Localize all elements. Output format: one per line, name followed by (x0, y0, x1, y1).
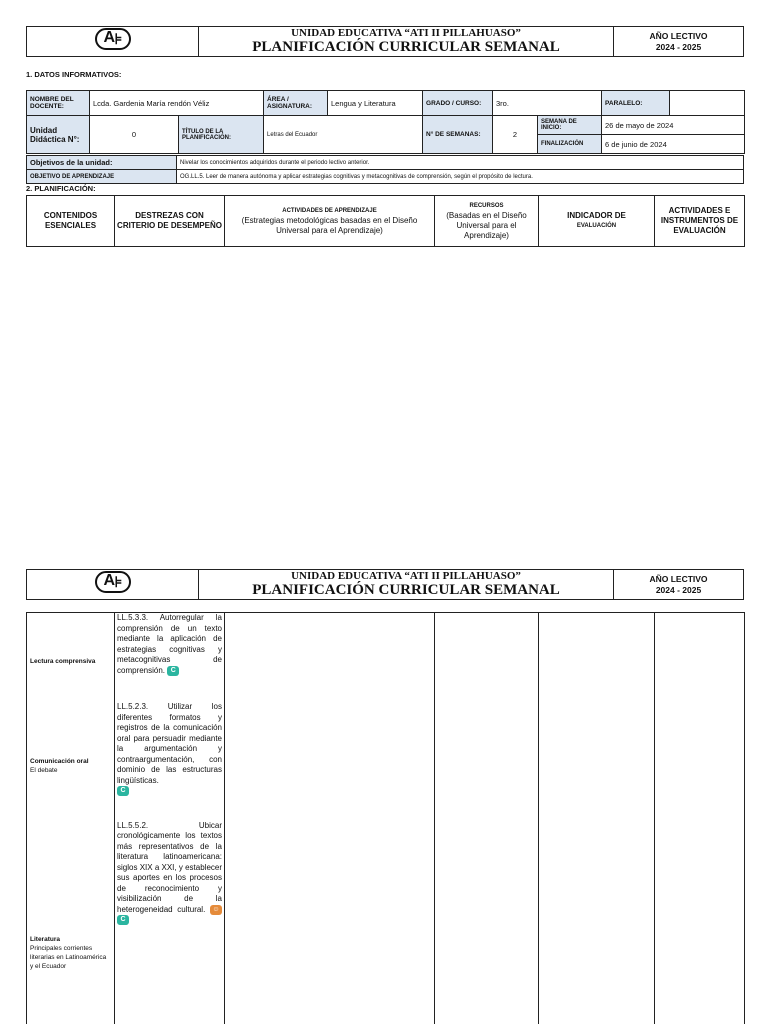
page-2 (0, 566, 768, 1024)
page-1 (0, 0, 768, 270)
instrumentos-cell (655, 613, 745, 1024)
docente-label: NOMBRE DEL DOCENTE: (27, 91, 90, 116)
year-cell (614, 27, 744, 57)
actividades-title: ACTIVIDADES DE APRENDIZAJE (282, 208, 377, 214)
aprendizaje-label: OBJETIVO DE APRENDIZAJE (27, 170, 177, 184)
content-sub-3: Principales corrientes literarias en Latinoamérica y el Ecuador (30, 945, 107, 970)
objectives-table (26, 155, 744, 184)
skill-text-2: LL.5.2.3. Utilizar los diferentes formatos y registros de la comunicación oral para persuadir mediante la argumentación y contraargumentación, con dominio de las estructuras lingüísticas. (117, 702, 222, 785)
col-destrezas: DESTREZAS CON CRITERIO DE DESEMPEÑO (115, 196, 225, 247)
planning-header-table (26, 195, 745, 247)
document-title: PLANIFICACIÓN CURRICULAR SEMANAL (252, 38, 560, 55)
aprendizaje-value: OG.LL.5. Leer de manera autónoma y aplicar estrategias cognitivas y metacognitivas de comprensión, según el propósito de lectura. (177, 170, 744, 184)
school-logo: A ⊧ (95, 28, 131, 50)
actividades-sub: (Estrategias metodológicas basadas en el Diseño Universal para el Aprendizaje) (241, 216, 418, 235)
title-cell (199, 27, 614, 57)
contenidos-cell (27, 613, 115, 1024)
planning-body-table (26, 612, 745, 1024)
col-actividades (225, 196, 435, 247)
year-cell-2 (614, 570, 744, 600)
content-title-3: Literatura (30, 936, 60, 943)
semanas-value: 2 (493, 116, 538, 154)
content-item-1 (30, 657, 95, 666)
indicador-cell (539, 613, 655, 1024)
content-title-1: Lectura comprensiva (30, 658, 96, 665)
indicador-sub: EVALUACIÓN (576, 223, 617, 229)
docente-value: Lcda. Gardenia María rendón Véliz (90, 91, 264, 116)
competency-badge-icon: C (117, 915, 129, 925)
fin-value: 6 de junio de 2024 (602, 135, 745, 154)
col-contenidos: CONTENIDOS ESENCIALES (27, 196, 115, 247)
content-item-3 (30, 935, 110, 971)
year-label-2: AÑO LECTIVO (649, 573, 708, 584)
grado-label: GRADO / CURSO: (423, 91, 493, 116)
content-title-2: Comunicación oral (30, 758, 89, 765)
year-label: AÑO LECTIVO (649, 30, 708, 41)
actividades-cell (225, 613, 435, 1024)
area-label: ÁREA / ASIGNATURA: (264, 91, 328, 116)
recursos-sub: (Basadas en el Diseño Universal para el Aprendizaje) (446, 211, 527, 240)
grado-value: 3ro. (493, 91, 602, 116)
objetivos-label: Objetivos de la unidad: (27, 156, 177, 170)
recursos-cell (435, 613, 539, 1024)
skill-item-1 (117, 613, 222, 676)
content-item-2 (30, 757, 89, 775)
paralelo-value (670, 91, 745, 116)
section-planificacion-heading: 2. PLANIFICACIÓN: (26, 184, 96, 193)
section-datos-heading: 1. DATOS INFORMATIVOS: (26, 70, 122, 79)
school-logo-2: A ⊧ (95, 571, 131, 593)
inicio-label: SEMANA DE INICIO: (538, 116, 602, 135)
skill-text-3: LL.5.5.2. Ubicar cronológicamente los textos más representativos de la literatura latinoamericana: siglos XIX a XXI, y establecer sus aportes en los procesos de reconocimiento y visibilización de la heterogeneidad cultural. (117, 820, 222, 914)
titulo-label: TÍTULO DE LA PLANIFICACIÓN: (179, 116, 264, 154)
titulo-value: Letras del Ecuador (264, 116, 423, 154)
competency-badge-icon: C (167, 666, 179, 676)
paralelo-label: PARALELO: (602, 91, 670, 116)
semanas-label: N° DE SEMANAS: (423, 116, 493, 154)
unidad-value: 0 (90, 116, 179, 154)
fin-label: FINALIZACIÓN (538, 135, 602, 154)
year-value: 2024 - 2025 (655, 41, 702, 52)
col-indicador (539, 196, 655, 247)
school-name: UNIDAD EDUCATIVA “ATI II PILLAHUASO” (291, 26, 521, 39)
unidad-label: Unidad Didáctica N°: (27, 116, 90, 154)
recursos-title: RECURSOS (469, 203, 504, 209)
skill-item-3 (117, 797, 222, 926)
competency-badge-icon: C (117, 786, 129, 796)
area-value: Lengua y Literatura (328, 91, 423, 116)
logo-cell-2 (27, 570, 199, 600)
content-sub-2: El debate (30, 767, 58, 774)
logo-cell (27, 27, 199, 57)
objetivos-value: Nivelar los conocimientos adquiridos durante el periodo lectivo anterior. (177, 156, 744, 170)
skill-text-1: LL.5.3.3. Autorregular la comprensión de un texto mediante la aplicación de estrategias cognitivas y metacognitivas de comprensión. (117, 613, 222, 675)
skill-item-2 (117, 676, 222, 797)
info-table (26, 90, 745, 154)
col-recursos (435, 196, 539, 247)
document-header-2 (26, 569, 744, 600)
title-cell-2 (199, 570, 614, 600)
year-value-2: 2024 - 2025 (655, 584, 702, 595)
document-header (26, 26, 744, 57)
indicador-title: INDICADOR DE (567, 211, 626, 220)
school-name-2: UNIDAD EDUCATIVA “ATI II PILLAHUASO” (291, 569, 521, 582)
person-badge-icon: ☺ (210, 905, 222, 915)
inicio-value: 26 de mayo de 2024 (602, 116, 745, 135)
destrezas-cell (115, 613, 225, 1024)
col-instrumentos: ACTIVIDADES E INSTRUMENTOS DE EVALUACIÓN (655, 196, 745, 247)
document-title-2: PLANIFICACIÓN CURRICULAR SEMANAL (252, 581, 560, 598)
